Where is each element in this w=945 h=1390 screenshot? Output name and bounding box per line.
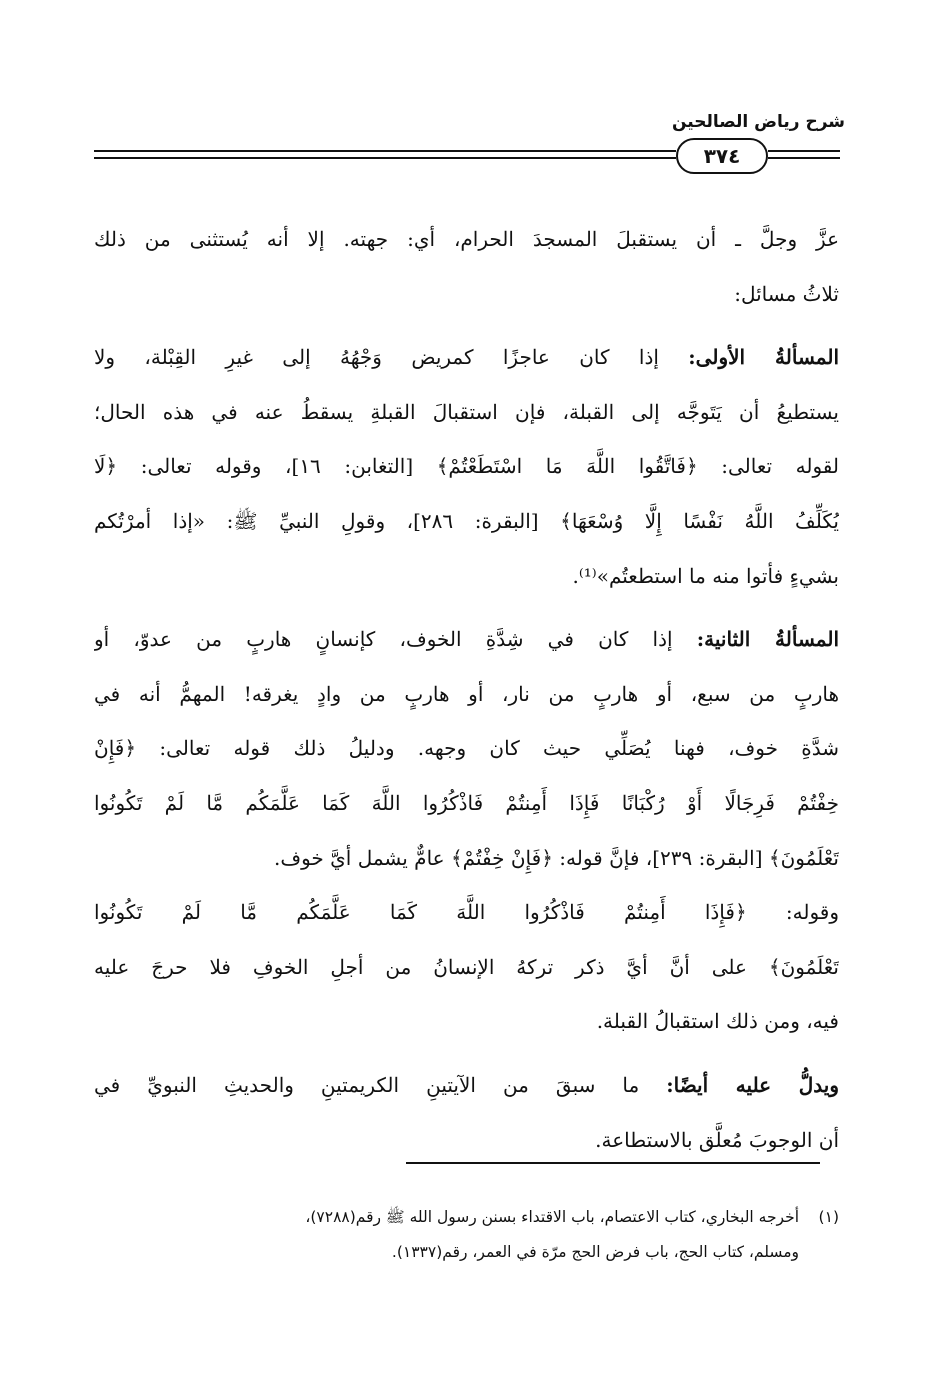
header-rule-top-left	[94, 150, 676, 152]
text-line: خِفْتُمْ فَرِجَالًا أَوْ رُكْبَانًا فَإِذَا أَمِنتُمْ فَاذْكُرُوا اللَّهَ كَمَا عَلَّمَكُم مَّا لَمْ تَكُونُوا	[94, 790, 839, 815]
text-line	[94, 1058, 839, 1113]
footnote-text: ومسلم، كتاب الحج، باب فرض الحج مرّة في العمر، رقم(١٣٣٧).	[391, 1243, 799, 1261]
header-rule-bottom-right	[768, 157, 840, 159]
text-line: تَعْلَمُونَ﴾ على أنَّ أيَّ ذكر تركهُ الإنسانُ من أجلِ الخوفِ فلا حرجَ عليه	[94, 954, 839, 979]
text-line: بشيءٍ فأتوا منه ما استطعتُم»⁽¹⁾.	[572, 563, 839, 588]
text-line: أن الوجوبَ مُعلَّق بالاستطاعة.	[595, 1127, 839, 1152]
footnote-line	[94, 1235, 839, 1270]
text-line: عزَّ وجلَّ ـ أن يستقبلَ المسجدَ الحرام، أي: جهته. إلا أنه يُستثنى من ذلك	[94, 227, 839, 251]
line-text: إذا كان عاجزًا كمريض وَجْهُهُ إلى غيرِ القِبْلة، ولا	[94, 345, 689, 370]
page-number: ٣٧٤	[703, 144, 741, 168]
text-line	[94, 612, 839, 667]
text-line: هاربٍ من سبع، أو هاربٍ من نار، أو هاربٍ من وادٍ يغرقه! المهمُّ أنه في	[94, 681, 839, 706]
text-line: فيه، ومن ذلك استقبالُ القبلة.	[596, 1009, 839, 1034]
text-line: تَعْلَمُونَ﴾ [البقرة: ٢٣٩]، فإنَّ قوله: ﴿فَإِنْ خِفْتُمْ﴾ عامٌّ يشمل أيَّ خوف.	[274, 845, 839, 870]
footnote-rule	[406, 1162, 820, 1164]
paragraph-heading: المسألةُ الأولى:	[688, 345, 839, 370]
text-line	[94, 330, 839, 385]
text-line: ثلاثُ مسائل:	[734, 281, 839, 306]
footnote-line	[94, 1200, 839, 1235]
page-number-badge	[676, 138, 768, 174]
text-line: وقوله: ﴿فَإِذَا أَمِنتُمْ فَاذْكُرُوا اللَّهَ كَمَا عَلَّمَكُم مَّا لَمْ تَكُونُوا	[94, 900, 839, 925]
paragraph-heading: ويدلُّ عليه أيضًا:	[666, 1072, 839, 1097]
body-text	[94, 212, 839, 1167]
line-text: إذا كان في شِدَّةِ الخوف، كإنسانٍ هاربٍ من عدوّ، أو	[94, 627, 697, 652]
footnote-number: (١)	[818, 1208, 839, 1226]
header-rule-top-right	[768, 150, 840, 152]
paragraph-heading: المسألةُ الثانية:	[696, 627, 839, 652]
header-rule-bottom-left	[94, 157, 676, 159]
running-title: شرح رياض الصالحين	[671, 112, 845, 132]
footnote	[94, 1200, 839, 1270]
text-line: يستطيعُ أن يَتَوجَّه إلى القبلة، فإن استقبالَ القبلةِ يسقطُ عنه في هذه الحال؛	[94, 399, 839, 424]
line-text: ما سبقَ من الآيتينِ الكريمتينِ والحديثِ النبويِّ في	[94, 1072, 667, 1097]
text-line: يُكَلِّفُ اللَّهُ نَفْسًا إِلَّا وُسْعَهَا﴾ [البقرة: ٢٨٦]، وقولِ النبيِّ ﷺ: «إذا أمرْتُكم	[94, 508, 839, 533]
footnote-text: أخرجه البخاري، كتاب الاعتصام، باب الاقتداء بسنن رسول الله ﷺ رقم(٧٢٨٨)،	[305, 1208, 799, 1226]
text-line: لقوله تعالى: ﴿فَاتَّقُوا اللَّهَ مَا اسْتَطَعْتُمْ﴾ [التغابن: ١٦]، وقوله تعالى: ﴿لَا	[94, 454, 839, 479]
text-line: شدَّةِ خوف، فهنا يُصَلِّي حيث كان وجهه. ودليلُ ذلك قوله تعالى: ﴿فَإِنْ	[94, 736, 839, 761]
